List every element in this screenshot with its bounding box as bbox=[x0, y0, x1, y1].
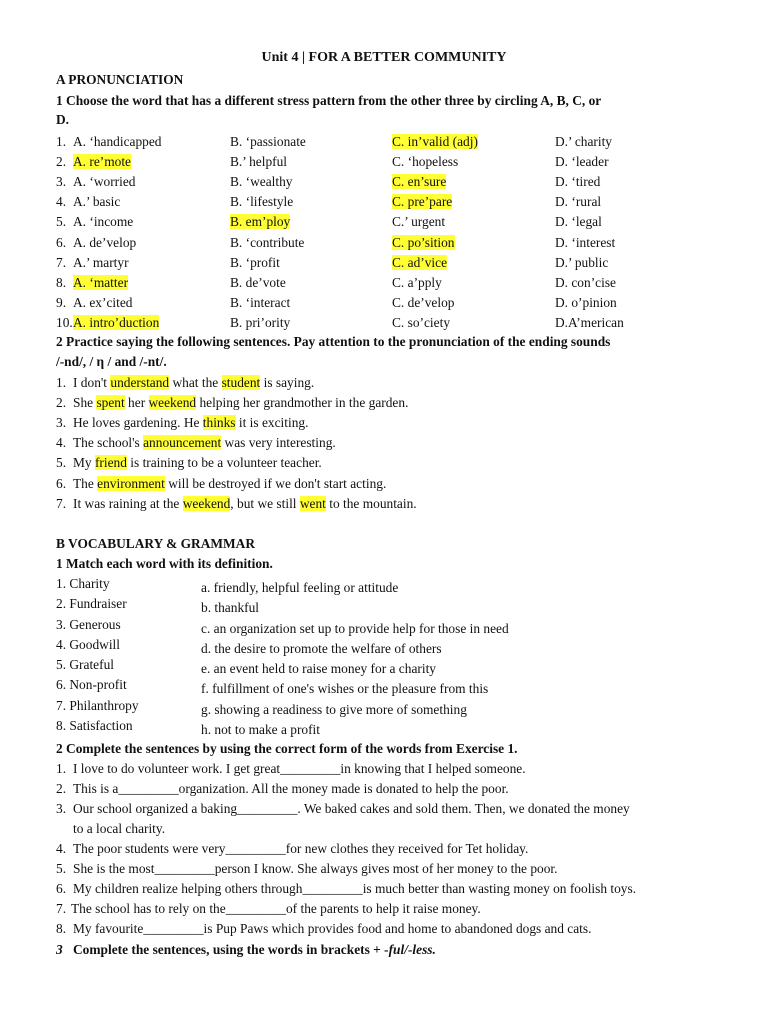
option-text: B. ‘passionate bbox=[230, 134, 306, 149]
item-number: 5. bbox=[56, 214, 67, 230]
item-number: 8. bbox=[56, 274, 67, 290]
option-b[interactable] bbox=[230, 212, 290, 231]
option-b[interactable] bbox=[230, 132, 306, 151]
option-a[interactable] bbox=[56, 293, 133, 312]
definition-item: h. not to make a profit bbox=[201, 722, 320, 738]
blank[interactable]: _________ bbox=[237, 801, 298, 816]
blank[interactable]: _________ bbox=[154, 861, 215, 876]
option-text: B. de’vote bbox=[230, 274, 286, 290]
definition-item: a. friendly, helpful feeling or attitude bbox=[201, 580, 399, 595]
vocab-ex3-instruction: 3 Complete the sentences, using the words in brackets + -ful/-less. bbox=[56, 942, 436, 957]
option-text: C. de’velop bbox=[392, 294, 455, 310]
word-item: 3. Generous bbox=[56, 616, 121, 632]
option-d[interactable] bbox=[555, 253, 608, 272]
option-text: C.’ urgent bbox=[392, 214, 446, 230]
option-text: A. ex’cited bbox=[73, 294, 133, 310]
option-text: B. ‘lifestyle bbox=[230, 194, 294, 210]
page-title: Unit 4 | FOR A BETTER COMMUNITY bbox=[261, 50, 507, 65]
option-a[interactable] bbox=[56, 132, 162, 151]
option-text: D. ‘leader bbox=[555, 154, 609, 170]
option-c[interactable] bbox=[392, 132, 478, 151]
option-b[interactable] bbox=[230, 233, 304, 252]
option-text: A. re’mote bbox=[73, 154, 132, 170]
option-text: C. ad’vice bbox=[392, 254, 448, 270]
blank[interactable]: _________ bbox=[280, 761, 341, 776]
option-text: D. ‘rural bbox=[555, 194, 602, 210]
option-text: D. ‘tired bbox=[555, 174, 601, 190]
blank[interactable]: _________ bbox=[225, 841, 286, 856]
option-b[interactable] bbox=[230, 172, 292, 191]
option-text: D. ‘interest bbox=[555, 234, 616, 250]
option-d[interactable] bbox=[555, 192, 601, 211]
blank[interactable]: _________ bbox=[118, 781, 179, 796]
option-a[interactable] bbox=[56, 212, 133, 231]
gap-sentence: 2. This is a_________organization. All the money made is donated to help the poor. bbox=[56, 781, 509, 796]
word-item: 2. Fundraiser bbox=[56, 596, 127, 612]
pron-sentence: 4. The school's announcement was very interesting. bbox=[56, 435, 336, 450]
option-d[interactable] bbox=[555, 233, 615, 252]
word-item: 6. Non-profit bbox=[56, 677, 127, 693]
option-b[interactable] bbox=[230, 313, 290, 332]
ex2-instruction: 2 Practice saying the following sentences. Pay attention to the pronunciation of the ending sounds bbox=[56, 334, 611, 349]
blank[interactable]: _________ bbox=[143, 921, 204, 936]
option-text: B. ‘profit bbox=[230, 254, 280, 270]
item-number: 4. bbox=[56, 194, 67, 210]
option-c[interactable] bbox=[392, 192, 452, 211]
option-c[interactable] bbox=[392, 172, 446, 191]
option-text: A. ‘matter bbox=[73, 274, 129, 290]
option-text: C. a’pply bbox=[392, 274, 442, 290]
option-text: C. po’sition bbox=[392, 234, 455, 250]
option-d[interactable] bbox=[555, 152, 609, 171]
option-b[interactable] bbox=[230, 152, 287, 171]
option-text: A. de’velop bbox=[73, 234, 137, 250]
gap-sentence: 3. Our school organized a baking_________. We baked cakes and sold them. Then, we donated the money bbox=[56, 801, 630, 816]
definition-item: f. fulfillment of one's wishes or the pleasure from this bbox=[201, 681, 489, 697]
gap-sentence: 4. The poor students were very_________for new clothes they received for Tet holiday. bbox=[56, 841, 529, 856]
item-number: 3. bbox=[56, 174, 67, 190]
option-d[interactable] bbox=[555, 313, 624, 332]
option-text: B. ‘wealthy bbox=[230, 174, 293, 190]
item-number: 7. bbox=[56, 254, 67, 270]
definition-item: b. thankful bbox=[201, 600, 260, 616]
option-d[interactable] bbox=[555, 172, 600, 191]
option-a[interactable] bbox=[56, 172, 135, 191]
pron-sentence: 5. My friend is training to be a volunteer teacher. bbox=[56, 455, 322, 470]
definition-item: e. an event held to raise money for a charity bbox=[201, 661, 436, 677]
option-text: A.’ basic bbox=[73, 194, 121, 210]
option-text: B. pri’ority bbox=[230, 314, 291, 330]
pron-sentence: 7. It was raining at the weekend, but we still went to the mountain. bbox=[56, 496, 417, 511]
option-c[interactable] bbox=[392, 293, 454, 312]
option-a[interactable] bbox=[56, 152, 131, 171]
pron-sentence: 1. I don't understand what the student is saying. bbox=[56, 375, 315, 390]
option-text: B.’ helpful bbox=[230, 154, 288, 170]
definition-item: g. showing a readiness to give more of something bbox=[201, 701, 467, 717]
option-b[interactable] bbox=[230, 273, 286, 292]
item-number: 10. bbox=[56, 314, 73, 330]
item-number: 6. bbox=[56, 234, 67, 250]
word-item: 1. Charity bbox=[56, 576, 110, 591]
option-text: B. ‘interact bbox=[230, 294, 291, 310]
gap-sentence: 5. She is the most_________person I know. She always gives most of her money to the poor. bbox=[56, 861, 558, 876]
option-text: B. ‘contribute bbox=[230, 234, 305, 250]
option-b[interactable] bbox=[230, 253, 280, 272]
option-c[interactable] bbox=[392, 273, 442, 292]
word-item: 7. Philanthropy bbox=[56, 697, 139, 713]
word-item: 5. Grateful bbox=[56, 657, 115, 673]
option-c[interactable] bbox=[392, 152, 458, 171]
option-d[interactable] bbox=[555, 273, 616, 292]
option-c[interactable] bbox=[392, 253, 447, 272]
option-a[interactable] bbox=[56, 233, 136, 252]
option-c[interactable] bbox=[392, 233, 455, 252]
option-d[interactable] bbox=[555, 132, 612, 151]
option-a[interactable] bbox=[56, 192, 120, 211]
option-a[interactable] bbox=[56, 273, 128, 292]
option-text: D. ‘legal bbox=[555, 214, 602, 230]
definition-item: c. an organization set up to provide help for those in need bbox=[201, 620, 509, 636]
option-text: A. ‘income bbox=[73, 214, 134, 230]
option-text: C. in’valid (adj) bbox=[392, 134, 478, 149]
option-c[interactable] bbox=[392, 212, 445, 231]
ex1-instruction-cont: D. bbox=[56, 112, 70, 127]
section-b-heading: B VOCABULARY & GRAMMAR bbox=[56, 536, 255, 551]
option-b[interactable] bbox=[230, 293, 290, 312]
definition-list bbox=[201, 578, 509, 740]
option-text: C. en’sure bbox=[392, 174, 447, 190]
option-text: C. so’ciety bbox=[392, 314, 451, 330]
section-a-heading: A PRONUNCIATION bbox=[56, 72, 184, 87]
gap-sentence: 7. The school has to rely on the_________of the parents to help it raise money. bbox=[56, 901, 481, 916]
word-item: 8. Satisfaction bbox=[56, 718, 133, 734]
blank[interactable]: _________ bbox=[302, 881, 363, 896]
option-b[interactable] bbox=[230, 192, 293, 211]
word-list bbox=[56, 574, 139, 736]
option-d[interactable] bbox=[555, 212, 602, 231]
option-text: D.A’merican bbox=[555, 314, 624, 330]
item-number: 2. bbox=[56, 154, 67, 170]
gap-sentence: 6. My children realize helping others through_________is much better than wasting money on foolish toys. bbox=[56, 881, 637, 896]
vocab-ex2-instruction: 2 Complete the sentences by using the correct form of the words from Exercise 1. bbox=[56, 741, 518, 756]
option-text: B. em’ploy bbox=[230, 214, 291, 230]
pron-sentence: 6. The environment will be destroyed if we don't start acting. bbox=[56, 476, 387, 491]
option-text: D.’ public bbox=[555, 254, 609, 270]
blank[interactable]: _________ bbox=[225, 901, 286, 916]
gap-sentence: 8. My favourite_________is Pup Paws which provides food and home to abandoned dogs and cats. bbox=[56, 921, 592, 936]
option-text: A. intro’duction bbox=[73, 314, 160, 330]
ex1-instruction: 1 Choose the word that has a different stress pattern from the other three by circling A, B, C, or bbox=[56, 93, 602, 108]
item-number: 1. bbox=[56, 134, 67, 149]
option-text: D.’ charity bbox=[555, 134, 613, 149]
option-c[interactable] bbox=[392, 313, 450, 332]
option-d[interactable] bbox=[555, 293, 617, 312]
gap-sentence: 1. I love to do volunteer work. I get great_________in knowing that I helped someone. bbox=[56, 761, 526, 776]
option-text: C. ‘hopeless bbox=[392, 154, 459, 170]
gap-sentence-cont: to a local charity. bbox=[73, 821, 166, 836]
vocab-ex1-instruction: 1 Match each word with its definition. bbox=[56, 556, 273, 571]
word-item: 4. Goodwill bbox=[56, 636, 120, 652]
option-text: A. ‘worried bbox=[73, 174, 136, 190]
option-text: C. pre’pare bbox=[392, 194, 453, 210]
ex2-instruction-cont: /-nd/, / η / and /-nt/. bbox=[56, 354, 167, 369]
definition-item: d. the desire to promote the welfare of others bbox=[201, 640, 442, 656]
option-text: D. con’cise bbox=[555, 274, 616, 290]
pron-sentence: 2. She spent her weekend helping her grandmother in the garden. bbox=[56, 395, 409, 410]
option-text: D. o’pinion bbox=[555, 294, 617, 310]
option-text: A. ‘handicapped bbox=[73, 134, 162, 149]
option-text: A.’ martyr bbox=[73, 254, 129, 270]
option-a[interactable] bbox=[56, 253, 129, 272]
item-number: 9. bbox=[56, 294, 67, 310]
option-a[interactable] bbox=[56, 313, 159, 332]
pron-sentence: 3. He loves gardening. He thinks it is exciting. bbox=[56, 415, 309, 430]
